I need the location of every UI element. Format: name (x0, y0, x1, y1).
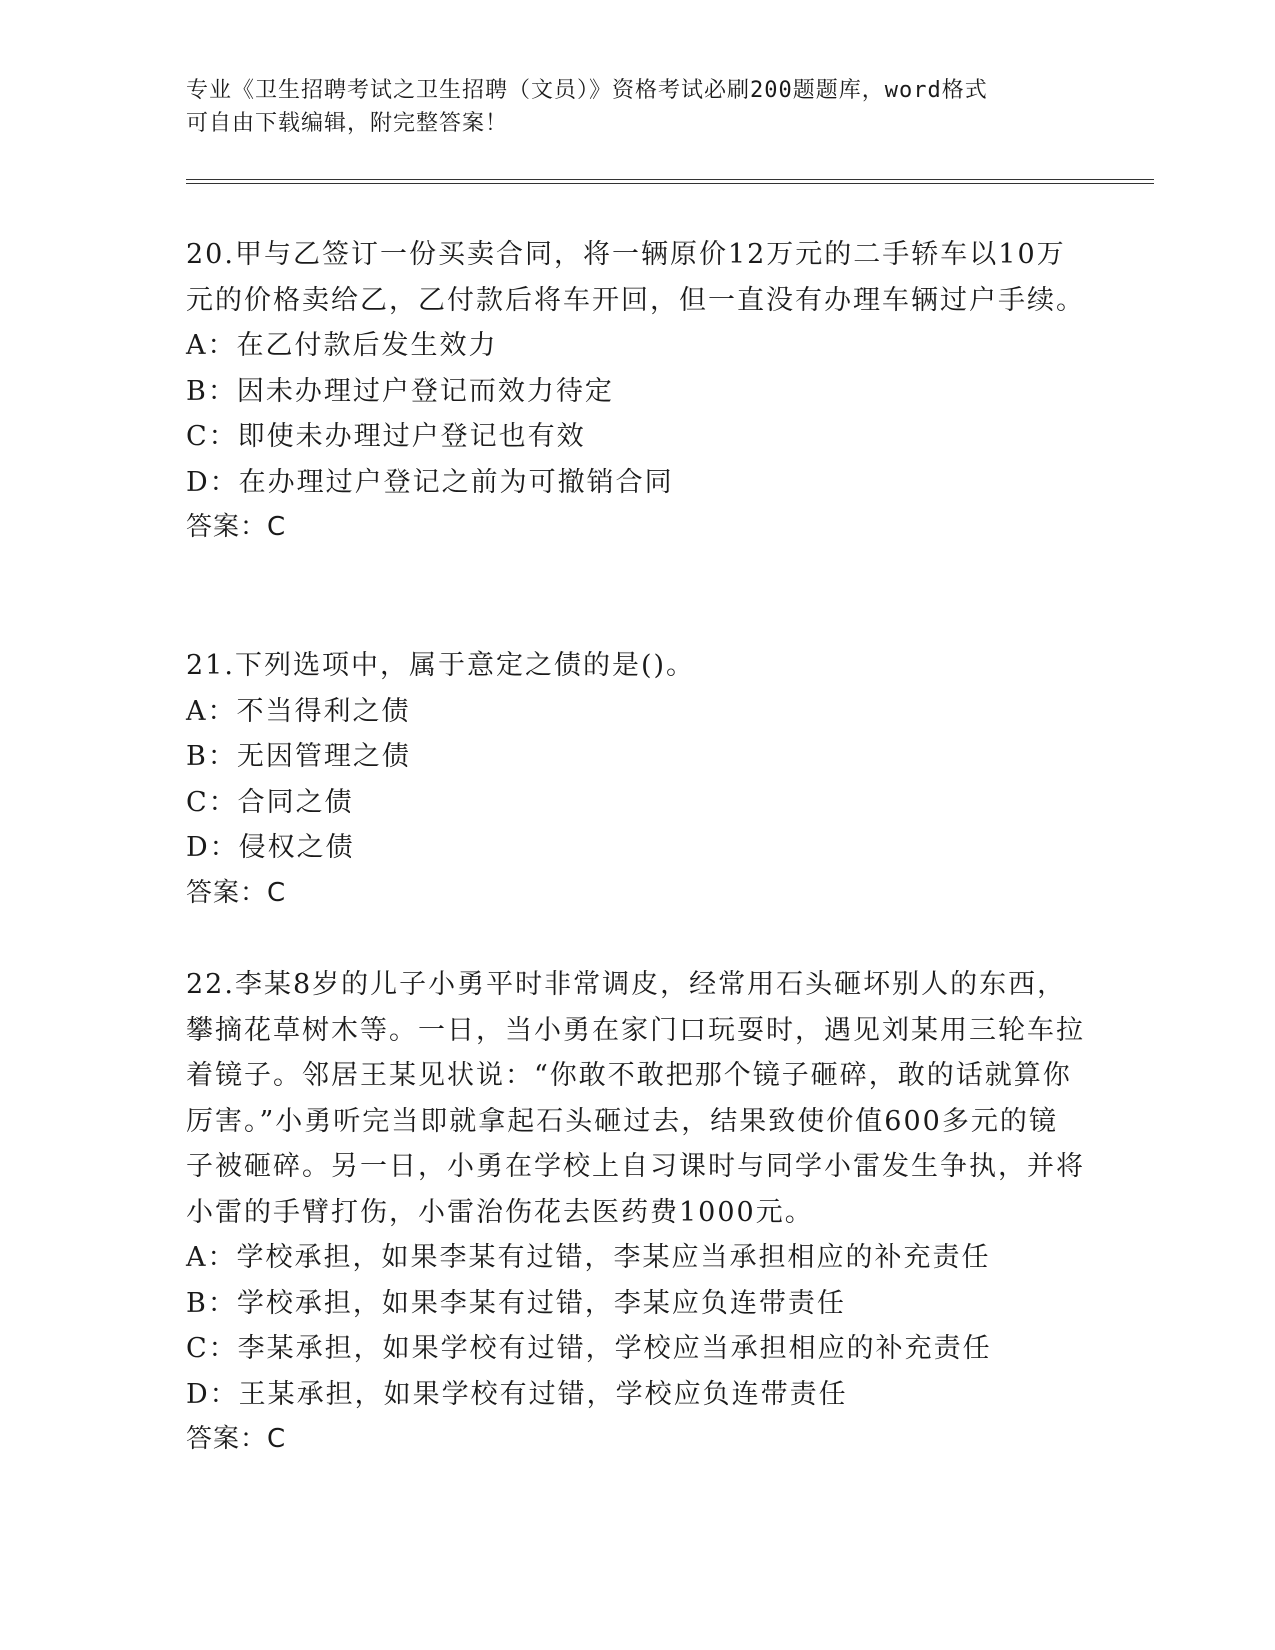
option-b: B：学校承担，如果李某有过错，李某应负连带责任 (186, 1287, 846, 1319)
option-a: A：在乙付款后发生效力 (186, 330, 498, 361)
header-line-1: 专业《卫生招聘考试之卫生招聘（文员）》资格考试必刷200题题库，word格式 (186, 78, 988, 103)
option-c: C：即使未办理过户登记也有效 (186, 421, 586, 452)
header-divider-bottom (186, 183, 1154, 184)
option-a: A：不当得利之债 (186, 695, 411, 727)
option-b: B：无因管理之债 (186, 741, 411, 772)
answer: 答案：C (186, 1424, 287, 1454)
option-b: B：因未办理过户登记而效力待定 (186, 375, 614, 407)
option-d: D：王某承担，如果学校有过错，学校应负连带责任 (186, 1378, 848, 1410)
question-22 (186, 962, 1086, 1463)
document-header (186, 74, 1066, 140)
answer: 答案：C (186, 877, 287, 908)
question-stem: 22.李某8岁的儿子小勇平时非常调皮，经常用石头砸坏别人的东西，攀摘花草树木等。一日，当小勇在家门口玩耍时，遇见刘某用三轮车拉着镜子。邻居王某见状说：“你敢不敢把那个镜子砸碎，敢的话就算你厉害。”小勇听完当即就拿起石头砸过去，结果致使价值600多元的镜子被砸碎。另一日，小勇在学校上自习课时与同学小雷发生争执，并将小雷的手臂打伤，小雷治伤花去医药费1000元。 (186, 969, 1085, 1228)
question-20 (186, 232, 1086, 551)
option-c: C：李某承担，如果学校有过错，学校应当承担相应的补充责任 (186, 1333, 992, 1364)
header-divider-top (186, 179, 1154, 180)
question-21 (186, 643, 1086, 916)
option-d: D：侵权之债 (186, 832, 355, 863)
option-a: A：学校承担，如果李某有过错，李某应当承担相应的补充责任 (186, 1242, 991, 1273)
option-d: D：在办理过户登记之前为可撤销合同 (186, 466, 674, 498)
answer: 答案：C (186, 512, 287, 542)
question-stem: 21.下列选项中，属于意定之债的是()。 (186, 650, 696, 681)
header-line-2: 可自由下载编辑，附完整答案！ (186, 111, 509, 136)
question-stem: 20.甲与乙签订一份买卖合同，将一辆原价12万元的二手轿车以10万元的价格卖给乙，乙付款后将车开回，但一直没有办理车辆过户手续。 (186, 239, 1085, 316)
option-c: C：合同之债 (186, 786, 354, 818)
